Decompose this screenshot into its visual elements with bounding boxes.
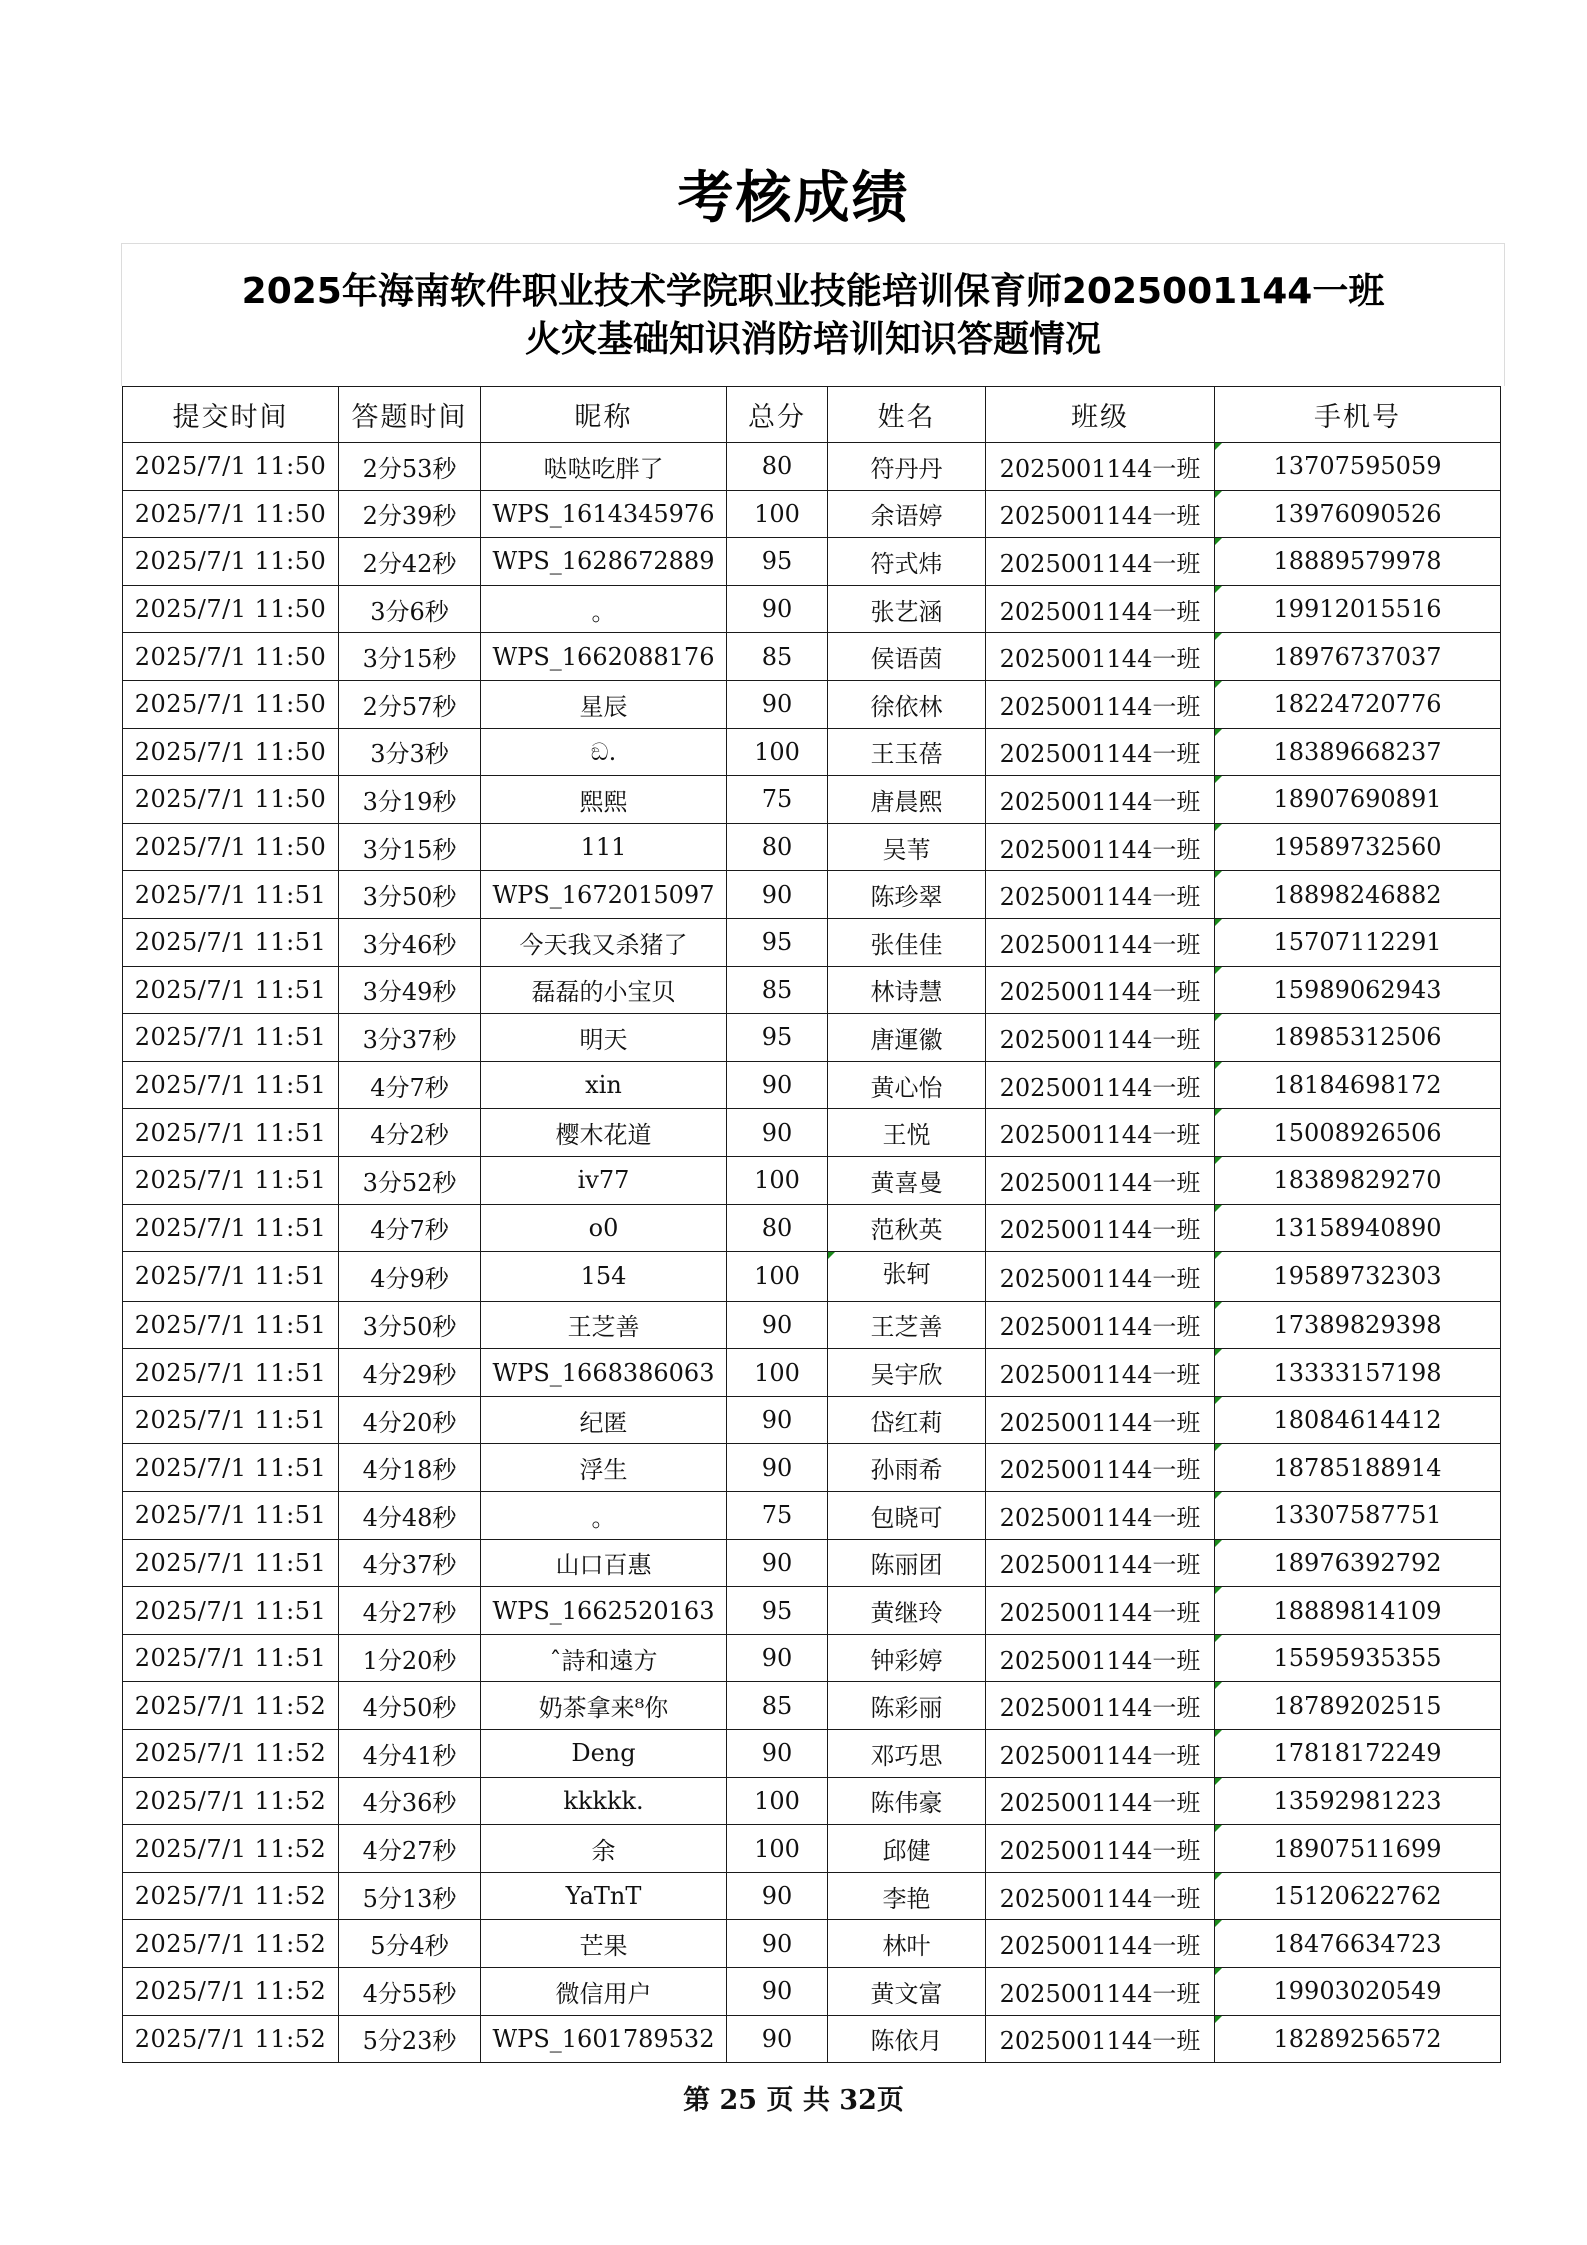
phone-cell: 15120622762: [1215, 1872, 1501, 1920]
phone-cell: 18476634723: [1215, 1920, 1501, 1968]
class-cell: 2025001144一班: [986, 1968, 1215, 2016]
name-cell: 邓巧思: [828, 1730, 986, 1778]
class-cell: 2025001144一班: [986, 490, 1215, 538]
class-cell: 2025001144一班: [986, 2015, 1215, 2063]
submit-time-cell: 2025/7/1 11:51: [123, 1634, 339, 1682]
phone-cell: 18184698172: [1215, 1061, 1501, 1109]
name-cell: 林诗慧: [828, 966, 986, 1014]
answer-duration-cell: 2分39秒: [339, 490, 481, 538]
table-row: [123, 966, 1501, 1014]
phone-cell: 13158940890: [1215, 1204, 1501, 1252]
name-cell: 王玉蓓: [828, 728, 986, 776]
name-cell: 黄继玲: [828, 1587, 986, 1635]
phone-cell: 18889579978: [1215, 538, 1501, 586]
total-score-cell: 100: [727, 1252, 828, 1302]
submit-time-cell: 2025/7/1 11:51: [123, 966, 339, 1014]
answer-duration-cell: 3分50秒: [339, 1301, 481, 1349]
nickname-cell: 111: [481, 823, 727, 871]
nickname-cell: 樱木花道: [481, 1109, 727, 1157]
answer-duration-cell: 5分23秒: [339, 2015, 481, 2063]
phone-cell: 18389668237: [1215, 728, 1501, 776]
submit-time-cell: 2025/7/1 11:52: [123, 2015, 339, 2063]
class-cell: 2025001144一班: [986, 585, 1215, 633]
name-cell: 唐晨熙: [828, 776, 986, 824]
class-cell: 2025001144一班: [986, 680, 1215, 728]
table-row: [123, 1730, 1501, 1778]
class-cell: 2025001144一班: [986, 1349, 1215, 1397]
table-row: [123, 1109, 1501, 1157]
name-cell: 吴宇欣: [828, 1349, 986, 1397]
class-cell: 2025001144一班: [986, 1920, 1215, 1968]
answer-duration-cell: 4分36秒: [339, 1777, 481, 1825]
submit-time-cell: 2025/7/1 11:51: [123, 1539, 339, 1587]
name-cell: 钟彩婷: [828, 1634, 986, 1682]
answer-duration-cell: 3分6秒: [339, 585, 481, 633]
nickname-cell: 王芝善: [481, 1301, 727, 1349]
name-cell: 张佳佳: [828, 918, 986, 966]
submit-time-cell: 2025/7/1 11:51: [123, 1492, 339, 1540]
answer-duration-cell: 2分42秒: [339, 538, 481, 586]
answer-duration-cell: 2分53秒: [339, 443, 481, 491]
nickname-cell: 熙熙: [481, 776, 727, 824]
submit-time-cell: 2025/7/1 11:52: [123, 1968, 339, 2016]
phone-cell: 18084614412: [1215, 1396, 1501, 1444]
class-cell: 2025001144一班: [986, 1252, 1215, 1302]
nickname-cell: 余: [481, 1825, 727, 1873]
table-row: [123, 1061, 1501, 1109]
submit-time-cell: 2025/7/1 11:50: [123, 633, 339, 681]
nickname-cell: kkkkk.: [481, 1777, 727, 1825]
submit-time-cell: 2025/7/1 11:51: [123, 1349, 339, 1397]
table-header-row: [123, 387, 1501, 443]
answer-duration-cell: 1分20秒: [339, 1634, 481, 1682]
table-row: [123, 1349, 1501, 1397]
submit-time-cell: 2025/7/1 11:51: [123, 1252, 339, 1302]
answer-duration-cell: 4分41秒: [339, 1730, 481, 1778]
table-row: [123, 1156, 1501, 1204]
name-cell: 黄文富: [828, 1968, 986, 2016]
total-score-cell: 90: [727, 2015, 828, 2063]
answer-duration-cell: 3分15秒: [339, 633, 481, 681]
phone-cell: 18985312506: [1215, 1014, 1501, 1062]
submit-time-cell: 2025/7/1 11:51: [123, 1014, 339, 1062]
col-header-submit-time: 提交时间: [123, 387, 339, 443]
class-cell: 2025001144一班: [986, 1156, 1215, 1204]
class-cell: 2025001144一班: [986, 1682, 1215, 1730]
phone-cell: 18976737037: [1215, 633, 1501, 681]
submit-time-cell: 2025/7/1 11:50: [123, 490, 339, 538]
nickname-cell: WPS_1628672889: [481, 538, 727, 586]
total-score-cell: 85: [727, 1682, 828, 1730]
nickname-cell: WPS_1601789532: [481, 2015, 727, 2063]
table-row: [123, 728, 1501, 776]
subtitle-line-2: 火灾基础知识消防培训知识答题情况: [524, 319, 1101, 360]
submit-time-cell: 2025/7/1 11:51: [123, 871, 339, 919]
name-cell: 黄喜曼: [828, 1156, 986, 1204]
total-score-cell: 100: [727, 490, 828, 538]
total-score-cell: 95: [727, 918, 828, 966]
answer-duration-cell: 5分4秒: [339, 1920, 481, 1968]
submit-time-cell: 2025/7/1 11:50: [123, 585, 339, 633]
submit-time-cell: 2025/7/1 11:50: [123, 776, 339, 824]
submit-time-cell: 2025/7/1 11:51: [123, 1156, 339, 1204]
name-cell: 张艺涵: [828, 585, 986, 633]
nickname-cell: o0: [481, 1204, 727, 1252]
scores-table: [122, 386, 1501, 2063]
phone-cell: 15595935355: [1215, 1634, 1501, 1682]
nickname-cell: WPS_1614345976: [481, 490, 727, 538]
answer-duration-cell: 4分50秒: [339, 1682, 481, 1730]
nickname-cell: 浮生: [481, 1444, 727, 1492]
name-cell: 符式炜: [828, 538, 986, 586]
class-cell: 2025001144一班: [986, 823, 1215, 871]
nickname-cell: xin: [481, 1061, 727, 1109]
nickname-cell: 154: [481, 1252, 727, 1302]
nickname-cell: 微信用户: [481, 1968, 727, 2016]
phone-cell: 13307587751: [1215, 1492, 1501, 1540]
name-cell: 邱健: [828, 1825, 986, 1873]
phone-cell: 17389829398: [1215, 1301, 1501, 1349]
table-row: [123, 633, 1501, 681]
phone-cell: 18898246882: [1215, 871, 1501, 919]
page-title: 考核成绩: [677, 166, 910, 231]
nickname-cell: 今天我又杀猪了: [481, 918, 727, 966]
class-cell: 2025001144一班: [986, 728, 1215, 776]
total-score-cell: 95: [727, 538, 828, 586]
submit-time-cell: 2025/7/1 11:51: [123, 1204, 339, 1252]
table-row: [123, 1444, 1501, 1492]
phone-cell: 18224720776: [1215, 680, 1501, 728]
total-score-cell: 90: [727, 1061, 828, 1109]
total-score-cell: 80: [727, 1204, 828, 1252]
name-cell: 徐依林: [828, 680, 986, 728]
table-row: [123, 1825, 1501, 1873]
name-cell: 孙雨希: [828, 1444, 986, 1492]
phone-cell: 19912015516: [1215, 585, 1501, 633]
submit-time-cell: 2025/7/1 11:52: [123, 1777, 339, 1825]
total-score-cell: 90: [727, 1109, 828, 1157]
total-score-cell: 95: [727, 1014, 828, 1062]
submit-time-cell: 2025/7/1 11:51: [123, 1444, 339, 1492]
total-score-cell: 85: [727, 966, 828, 1014]
total-score-cell: 90: [727, 871, 828, 919]
answer-duration-cell: 3分52秒: [339, 1156, 481, 1204]
class-cell: 2025001144一班: [986, 966, 1215, 1014]
name-cell: 侯语茵: [828, 633, 986, 681]
phone-cell: 18907511699: [1215, 1825, 1501, 1873]
answer-duration-cell: 4分7秒: [339, 1204, 481, 1252]
phone-cell: 18889814109: [1215, 1587, 1501, 1635]
class-cell: 2025001144一班: [986, 1444, 1215, 1492]
class-cell: 2025001144一班: [986, 1539, 1215, 1587]
class-cell: 2025001144一班: [986, 443, 1215, 491]
name-cell: 张轲: [828, 1252, 986, 1302]
total-score-cell: 90: [727, 1301, 828, 1349]
submit-time-cell: 2025/7/1 11:51: [123, 1396, 339, 1444]
total-score-cell: 100: [727, 1777, 828, 1825]
name-cell: 余语婷: [828, 490, 986, 538]
class-cell: 2025001144一班: [986, 1634, 1215, 1682]
phone-cell: 15707112291: [1215, 918, 1501, 966]
table-row: [123, 1014, 1501, 1062]
total-score-cell: 80: [727, 823, 828, 871]
nickname-cell: Deng: [481, 1730, 727, 1778]
nickname-cell: 星辰: [481, 680, 727, 728]
phone-cell: 13592981223: [1215, 1777, 1501, 1825]
class-cell: 2025001144一班: [986, 1872, 1215, 1920]
nickname-cell: WPS_1662088176: [481, 633, 727, 681]
class-cell: 2025001144一班: [986, 1109, 1215, 1157]
nickname-cell: YaTnT: [481, 1872, 727, 1920]
table-row: [123, 1301, 1501, 1349]
table-row: [123, 443, 1501, 491]
submit-time-cell: 2025/7/1 11:51: [123, 1301, 339, 1349]
class-cell: 2025001144一班: [986, 1825, 1215, 1873]
phone-cell: 19903020549: [1215, 1968, 1501, 2016]
name-cell: 李艳: [828, 1872, 986, 1920]
col-header-total-score: 总分: [727, 387, 828, 443]
total-score-cell: 95: [727, 1587, 828, 1635]
total-score-cell: 90: [727, 680, 828, 728]
name-cell: 唐運徽: [828, 1014, 986, 1062]
table-row: [123, 2015, 1501, 2063]
class-cell: 2025001144一班: [986, 633, 1215, 681]
col-header-nickname: 昵称: [481, 387, 727, 443]
table-row: [123, 1252, 1501, 1302]
submit-time-cell: 2025/7/1 11:50: [123, 823, 339, 871]
class-cell: 2025001144一班: [986, 1730, 1215, 1778]
submit-time-cell: 2025/7/1 11:51: [123, 1061, 339, 1109]
answer-duration-cell: 4分55秒: [339, 1968, 481, 2016]
col-header-class: 班级: [986, 387, 1215, 443]
phone-cell: 18976392792: [1215, 1539, 1501, 1587]
answer-duration-cell: 4分7秒: [339, 1061, 481, 1109]
name-cell: 陈依月: [828, 2015, 986, 2063]
answer-duration-cell: 3分3秒: [339, 728, 481, 776]
nickname-cell: iv77: [481, 1156, 727, 1204]
submit-time-cell: 2025/7/1 11:51: [123, 918, 339, 966]
total-score-cell: 75: [727, 1492, 828, 1540]
name-cell: 吴苇: [828, 823, 986, 871]
table-row: [123, 1539, 1501, 1587]
nickname-cell: ඞ.: [481, 728, 727, 776]
nickname-cell: 山口百惠: [481, 1539, 727, 1587]
phone-cell: 19589732303: [1215, 1252, 1501, 1302]
table-row: [123, 823, 1501, 871]
name-cell: 包晓可: [828, 1492, 986, 1540]
name-cell: 陈丽团: [828, 1539, 986, 1587]
table-row: [123, 1204, 1501, 1252]
table-row: [123, 538, 1501, 586]
table-row: [123, 585, 1501, 633]
total-score-cell: 100: [727, 728, 828, 776]
name-cell: 陈伟豪: [828, 1777, 986, 1825]
nickname-cell: 。: [481, 585, 727, 633]
class-cell: 2025001144一班: [986, 1777, 1215, 1825]
answer-duration-cell: 4分27秒: [339, 1825, 481, 1873]
answer-duration-cell: 5分13秒: [339, 1872, 481, 1920]
name-cell: 陈彩丽: [828, 1682, 986, 1730]
name-cell: 符丹丹: [828, 443, 986, 491]
phone-cell: 13707595059: [1215, 443, 1501, 491]
name-cell: 林叶: [828, 1920, 986, 1968]
total-score-cell: 90: [727, 1396, 828, 1444]
answer-duration-cell: 2分57秒: [339, 680, 481, 728]
name-cell: 岱红莉: [828, 1396, 986, 1444]
table-row: [123, 1492, 1501, 1540]
name-cell: 王芝善: [828, 1301, 986, 1349]
phone-cell: 13333157198: [1215, 1349, 1501, 1397]
total-score-cell: 90: [727, 585, 828, 633]
answer-duration-cell: 4分27秒: [339, 1587, 481, 1635]
col-header-name: 姓名: [828, 387, 986, 443]
name-cell: 黄心怡: [828, 1061, 986, 1109]
total-score-cell: 80: [727, 443, 828, 491]
table-body: [123, 443, 1501, 2063]
phone-cell: 18289256572: [1215, 2015, 1501, 2063]
name-cell: 范秋英: [828, 1204, 986, 1252]
nickname-cell: 哒哒吃胖了: [481, 443, 727, 491]
phone-cell: 19589732560: [1215, 823, 1501, 871]
col-header-answer-duration: 答题时间: [339, 387, 481, 443]
table-row: [123, 1396, 1501, 1444]
answer-duration-cell: 4分37秒: [339, 1539, 481, 1587]
total-score-cell: 90: [727, 1444, 828, 1492]
answer-duration-cell: 4分20秒: [339, 1396, 481, 1444]
answer-duration-cell: 3分37秒: [339, 1014, 481, 1062]
submit-time-cell: 2025/7/1 11:52: [123, 1920, 339, 1968]
total-score-cell: 90: [727, 1539, 828, 1587]
nickname-cell: 明天: [481, 1014, 727, 1062]
table-row: [123, 776, 1501, 824]
nickname-cell: 。: [481, 1492, 727, 1540]
total-score-cell: 90: [727, 1968, 828, 2016]
submit-time-cell: 2025/7/1 11:50: [123, 538, 339, 586]
answer-duration-cell: 3分15秒: [339, 823, 481, 871]
class-cell: 2025001144一班: [986, 871, 1215, 919]
answer-duration-cell: 4分48秒: [339, 1492, 481, 1540]
total-score-cell: 90: [727, 1872, 828, 1920]
answer-duration-cell: 3分49秒: [339, 966, 481, 1014]
table-row: [123, 1968, 1501, 2016]
total-score-cell: 85: [727, 633, 828, 681]
submit-time-cell: 2025/7/1 11:50: [123, 680, 339, 728]
class-cell: 2025001144一班: [986, 1014, 1215, 1062]
nickname-cell: 磊磊的小宝贝: [481, 966, 727, 1014]
nickname-cell: ˆ詩和遠方: [481, 1634, 727, 1682]
page-footer: 第 25 页 共 32页: [683, 2085, 904, 2116]
answer-duration-cell: 3分46秒: [339, 918, 481, 966]
class-cell: 2025001144一班: [986, 1301, 1215, 1349]
total-score-cell: 100: [727, 1156, 828, 1204]
answer-duration-cell: 4分29秒: [339, 1349, 481, 1397]
name-cell: 王悦: [828, 1109, 986, 1157]
table-row: [123, 1587, 1501, 1635]
table-row: [123, 918, 1501, 966]
answer-duration-cell: 4分18秒: [339, 1444, 481, 1492]
class-cell: 2025001144一班: [986, 1061, 1215, 1109]
class-cell: 2025001144一班: [986, 538, 1215, 586]
class-cell: 2025001144一班: [986, 1396, 1215, 1444]
total-score-cell: 90: [727, 1920, 828, 1968]
total-score-cell: 100: [727, 1349, 828, 1397]
phone-cell: 13976090526: [1215, 490, 1501, 538]
answer-duration-cell: 3分19秒: [339, 776, 481, 824]
name-cell: 陈珍翠: [828, 871, 986, 919]
col-header-phone: 手机号: [1215, 387, 1501, 443]
submit-time-cell: 2025/7/1 11:51: [123, 1587, 339, 1635]
submit-time-cell: 2025/7/1 11:50: [123, 728, 339, 776]
subtitle-line-1: 2025年海南软件职业技术学院职业技能培训保育师2025001144一班: [241, 271, 1385, 312]
nickname-cell: 芒果: [481, 1920, 727, 1968]
answer-duration-cell: 3分50秒: [339, 871, 481, 919]
total-score-cell: 90: [727, 1634, 828, 1682]
table-row: [123, 1777, 1501, 1825]
total-score-cell: 90: [727, 1730, 828, 1778]
table-row: [123, 680, 1501, 728]
table-row: [123, 1872, 1501, 1920]
subtitle: [121, 268, 1505, 364]
submit-time-cell: 2025/7/1 11:52: [123, 1872, 339, 1920]
table-row: [123, 1920, 1501, 1968]
phone-cell: 17818172249: [1215, 1730, 1501, 1778]
phone-cell: 15989062943: [1215, 966, 1501, 1014]
table-row: [123, 490, 1501, 538]
submit-time-cell: 2025/7/1 11:52: [123, 1825, 339, 1873]
phone-cell: 18789202515: [1215, 1682, 1501, 1730]
phone-cell: 15008926506: [1215, 1109, 1501, 1157]
submit-time-cell: 2025/7/1 11:52: [123, 1682, 339, 1730]
submit-time-cell: 2025/7/1 11:51: [123, 1109, 339, 1157]
nickname-cell: WPS_1662520163: [481, 1587, 727, 1635]
class-cell: 2025001144一班: [986, 1587, 1215, 1635]
total-score-cell: 100: [727, 1825, 828, 1873]
table-row: [123, 871, 1501, 919]
total-score-cell: 75: [727, 776, 828, 824]
answer-duration-cell: 4分9秒: [339, 1252, 481, 1302]
answer-duration-cell: 4分2秒: [339, 1109, 481, 1157]
table-row: [123, 1682, 1501, 1730]
phone-cell: 18785188914: [1215, 1444, 1501, 1492]
submit-time-cell: 2025/7/1 11:52: [123, 1730, 339, 1778]
nickname-cell: WPS_1668386063: [481, 1349, 727, 1397]
class-cell: 2025001144一班: [986, 1204, 1215, 1252]
class-cell: 2025001144一班: [986, 776, 1215, 824]
phone-cell: 18907690891: [1215, 776, 1501, 824]
class-cell: 2025001144一班: [986, 918, 1215, 966]
nickname-cell: WPS_1672015097: [481, 871, 727, 919]
nickname-cell: 奶茶拿来⁸你: [481, 1682, 727, 1730]
nickname-cell: 纪匿: [481, 1396, 727, 1444]
phone-cell: 18389829270: [1215, 1156, 1501, 1204]
submit-time-cell: 2025/7/1 11:50: [123, 443, 339, 491]
table-row: [123, 1634, 1501, 1682]
class-cell: 2025001144一班: [986, 1492, 1215, 1540]
